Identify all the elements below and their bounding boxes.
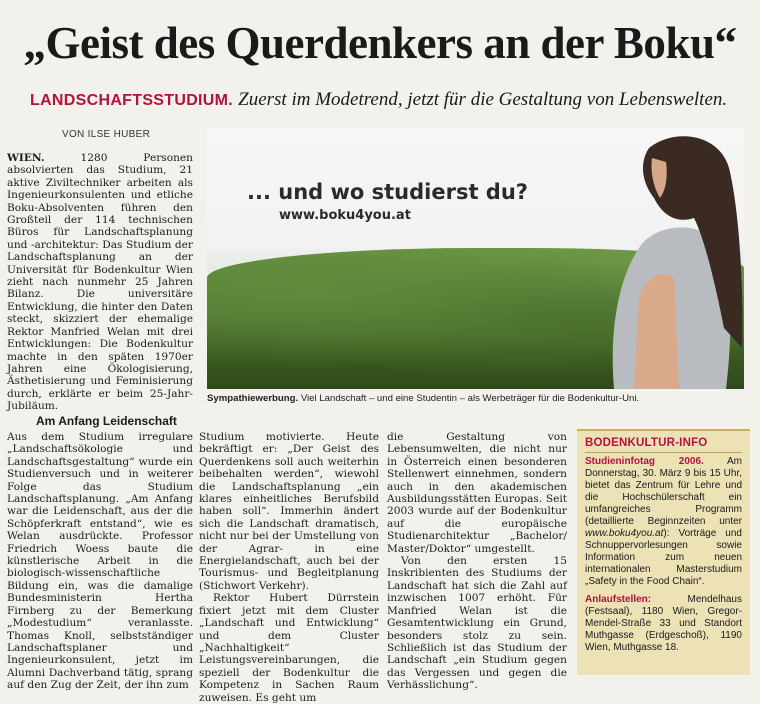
info-url: www.boku4you.at (585, 528, 664, 539)
ad-photo (207, 128, 744, 389)
caption-lead: Sympathiewerbung. (207, 393, 299, 404)
paragraph: Studium motivierte. Heute bekräftigt er: „Der Geist des Querdenkens soll auch weiterhin beibehalten werden“, wiewohl die Landschaftsplanung „ein klares einheitliches Berufsbild haben soll“. Immerhin ändert sich die Landschaft dramatisch, nicht nur bei der Umstellung von der Agrar- in eine Energielandschaft, auch bei der Tourismus- und Begleitplanung (Stichwort Verkehr). (199, 431, 379, 592)
article-column-3 (387, 431, 567, 692)
info-text: Mendelhaus (Festsaal), 1180 Wien, Gregor-Mendel-Straße 33 und Standort Muthgasse (Erdgeschoß), 1190 Wien, Muthgasse 18. (585, 594, 742, 653)
info-box-body (585, 456, 742, 654)
headline: „Geist des Querdenkers an der Boku“ (23, 18, 737, 68)
info-label-anlaufstellen: Anlaufstellen: (585, 594, 652, 605)
photo-url: www.boku4you.at (279, 208, 411, 223)
dateline: WIEN. (7, 152, 45, 164)
dek: Zuerst im Modetrend, jetzt für die Gestaltung von Lebenswelten. (238, 89, 728, 110)
caption-text: Viel Landschaft – und eine Studentin – als Werbeträger für die Bodenkultur-Uni. (300, 393, 640, 404)
article-column-1 (7, 152, 193, 413)
paragraph: Von den ersten 15 Inskribienten des Studiums der Landschaft hat sich die Zahl auf inzwischen 1007 erhöht. Für Manfried Welan ist die Gesamtentwicklung ein Grund, besonders stolz zu sein. Schließlich ist das Studium der Landschaft „ein Studium gegen das Vergessen und gegen die Verhässlichung“. (387, 555, 567, 692)
article-column-1b (7, 431, 193, 692)
info-label-infotag: Studieninfotag 2006. (585, 456, 704, 467)
info-box (577, 429, 750, 675)
info-box-title: BODENKULTUR-INFO (585, 437, 742, 453)
photo-slogan: ... und wo studierst du? (247, 180, 528, 204)
section-subhead: Am Anfang Leidenschaft (36, 414, 177, 428)
paragraph: Rektor Hubert Dürrstein fixiert jetzt mit dem Cluster „Landschaft und Entwicklung“ und dem Cluster „Nachhaltigkeit“ Leistungsvereinbarungen, die speziell der Bodenkultur die Kompetenz in Sachen Raum zuweisen. Es geht um (199, 592, 379, 704)
lead-paragraph: 1280 Personen absolvierten das Studium, 21 aktive Ziviltechniker arbeiten als Ingenieurkonsulenten und etliche Boku-Absolventen führen den Großteil der 114 technischen Büros für Landschaftsplanung und -architektur: Das Studium der Landschaftsplanung an der Universität für Bodenkultur Wien zieht nach nunmehr 25 Jahren Bilanz. Die universitäre Entwicklung, die hinter den Daten steckt, skizziert der ehemalige Rektor Manfried Welan mit drei Entwicklungen: Die Bodenkultur machte in den späten 1970er Jahren eine Ökologisierung, Ästhetisierung und Feminisierung durch, erklärte er beim 25-Jahr-Jubiläum. (7, 152, 194, 413)
byline: VON ILSE HUBER (62, 129, 151, 140)
info-text: Am Donnerstag, 30. März 9 bis 15 Uhr, bietet das Zentrum für Lehre und die Hochschülerschaft ein umfangreiches Programm (detaillierte Beginnzeiten unter (585, 456, 742, 527)
article-column-2 (199, 431, 379, 704)
subheadline (30, 90, 750, 111)
photo-caption (207, 393, 744, 404)
paragraph: die Gestaltung von Lebensumwelten, die nicht nur in Österreich einen besonderen Stellenwert einnehmen, sondern auch in den akademischen Ausbildungsstätten Europas. Seit 2003 wurde auf der Bodenkultur auf die europäische Studienarchitektur „Bachelor/ Master/Doktor“ umgestellt. (387, 431, 567, 555)
paragraph: Aus dem Studium irregulare „Landschaftsökologie und Landschaftsgestaltung“ wurde ein Studienversuch und in weiterer Folge das Studium Landschaftsplanung. „Am Anfang war die Leidenschaft, aus der die Schöpferkraft entstand“, wie es Welan ausdrückte. Professor Friedrich Woess baute die künstlerische Arbeit in die biologisch-wissenschaftliche Bildung ein, was die damalige Bundesministerin Hertha Firnberg zu der Bemerkung „Modestudium“ veranlasste. Thomas Knoll, selbstständiger Landschaftsplaner und Ingenieurkonsulent, jetzt im Alumni Dachverband tätig, sprang auf den Zug der Zeit, der ihn zum (7, 431, 193, 692)
student-figure (594, 128, 744, 389)
kicker: LANDSCHAFTSSTUDIUM. (30, 92, 234, 109)
info-text: ): Vorträge und Schnuppervorlesungen sowie Information zum neuen internationalen Masterstudium „Safety in the Food Chain“. (585, 528, 742, 587)
